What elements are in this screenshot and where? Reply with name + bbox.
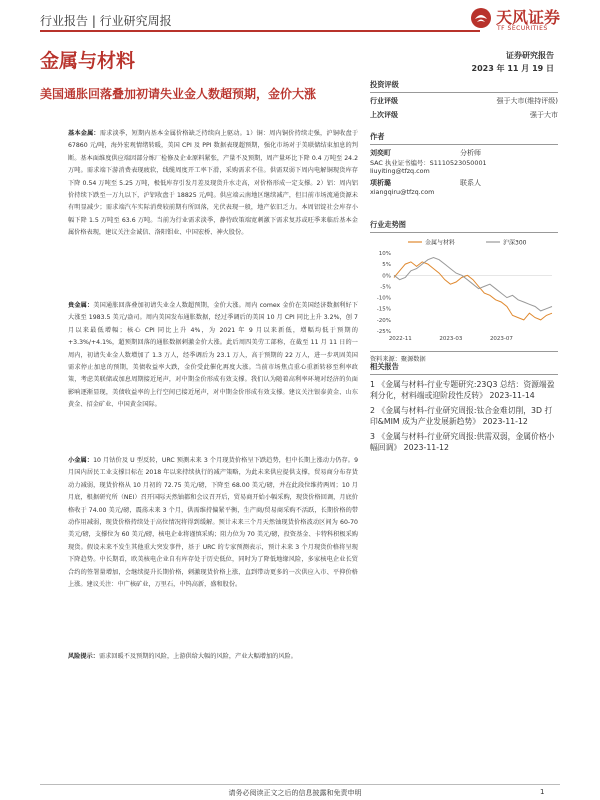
report-category: 行业报告 | 行业研究周报 [40,14,172,28]
rating-title: 投资评级 [370,80,399,89]
report-headline: 美国通胀回落叠加初请失业金人数超预期，金价大涨 [40,87,317,101]
page-number: 1 [540,788,545,796]
y-tick-label: -10% [376,295,391,302]
author2-name: 项析璐 [370,179,391,187]
logo-english: TF SECURITIES [497,25,548,32]
company-logo [470,5,580,35]
y-tick-label: 5% [382,262,391,269]
related-date: 2023-11-12 [403,443,449,452]
y-tick-label: -15% [376,306,391,313]
footer-disclaimer: 请务必阅读正文之后的信息披露和免责申明 [228,789,362,797]
prev-rating-label: 上次评级 [370,111,398,119]
y-tick-label: 0% [382,273,391,280]
paragraph-base-metals: 基本金属：需求淡季，短期内基本金属价格缺乏持续向上驱动。1）铜：周内铜价持续走强，沪铜收盘于 67860 元/吨，海外宏观情绪转暖，美国 CPI 及 PPI 数据表现超预期，强化市场对于美联储结束加息的判断。基本面维度供应端因部分炼厂检修及企业原料紧张，产量不及预期，周产量环比下降 0.4 万吨至 24.2 万吨。需求端下游消费表现疲软，线缆周度开工率下滑，采购需求不佳。供需双弱下周内电解铜现货库存下降 0.54 万吨至 5.25 万吨，极低库存引发月差及现货升水走高，对价格形成一定支撑。2）铝：周内铝价持续下跌至一万九以下，沪铝收盘于 18825 元/吨。供应端云南地区继续减产，但目前市场流通货源未有明显减少；需求端汽车实际消费较前期有所回落，光伏表现一般，地产依旧乏力。本周铝锭社会库存小幅下降 1.5 万吨至 63.6 万吨。当前为行业需求淡季，静待政策端宽刺激下需求复苏或旺季来临后基本金属价格表现，建议关注金诚信、洛阳钼业、中国宏桥、神火股份。 [68,130,359,237]
author2-email[interactable]: xiangqiru@tfzq.com [370,188,435,196]
related-section [370,362,558,453]
related-report-1[interactable] [370,379,558,401]
y-tick-label: 10% [378,251,391,257]
trend-chart [370,235,558,347]
legend-label: 沪深300 [503,239,527,247]
related-date: 2023-11-14 [489,391,535,400]
author-section [370,132,558,196]
author2-role: 联系人 [460,179,481,187]
author-title: 作者 [370,132,385,141]
related-num: 2 [370,406,375,415]
paragraph-label: 风险提示： [68,653,99,660]
report-type: 证券研究报告 [506,51,554,60]
related-title: 相关报告 [370,362,399,371]
related-report-2[interactable] [370,405,558,427]
author-divider [370,144,558,145]
y-tick-label: -20% [376,317,391,324]
author1-cert: SAC 执业证书编号：S1110523050001 [370,159,487,167]
chart-source: 资料来源：聚源数据 [370,356,426,363]
chart-divider [370,232,558,233]
related-text: 《金属与材料-行业专题研究:23Q3 总结：资源端盈利分化，材料端或迎阶段性反转》 [370,380,555,400]
rating-divider [370,92,558,93]
related-text: 《金属与材料-行业研究周报:钛合金难切削，3D 打印&MIM 成为产业发展新趋势》 [370,406,553,426]
legend-label: 金属与材料 [425,239,456,247]
series-line [394,262,552,320]
paragraph-label: 小金属： [68,457,94,464]
paragraph-label: 贵金属： [68,302,94,309]
related-report-3[interactable] [370,431,558,453]
footer-divider [40,784,560,785]
header-divider [40,30,480,32]
trend-chart-section [370,220,558,363]
paragraph-precious-metals: 贵金属：美国通胀回落叠加初请失业金人数超预期，金价大涨。周内 comex 金价在美国经济数据利好下大涨至 1983.5 美元/盎司。周内美国发布通胀数据，经过季调后的美国 10 月 CPI 同比上升 3.2%，创 7 月以来最低增幅；核心 CPI 同比上升 4%，为 2021 年 9 月以来新低，增幅均低于预期的 +3.3%/+4.1%，超预期回落的通胀数据刺激金价大涨。此后周四美劳工部称，在截至 11 月 11 日的一周内，初请失业金人数增加了 1.3 万人，经季调后为 23.1 万人，高于预期的 22 万人，进一步巩固美国需求停止加息的预期，美债收益率大跌，金价受此催化再度大涨。当前市场焦点重心重新转移至利率政策，考虑美联储或加息周期接近尾声，对中期金价形成有效支撑。我们认为随着高利率环境对经济的负面影响逐渐显现，美债收益率的上行空间已接近尾声，对中期金价形成有效支撑。建议关注银泰黄金、山东黄金、招金矿业、中国黄金国际。 [68,302,358,409]
prev-rating-value: 强于大市 [530,111,558,119]
y-tick-label: -25% [376,329,391,335]
chart-title: 行业走势图 [370,220,406,229]
y-tick-label: -5% [380,284,391,291]
related-num: 1 [370,380,375,389]
logo-name: 天风证券 [496,8,561,27]
x-tick-label: 2022-11 [388,336,412,342]
paragraph-minor-metals: 小金属：10 月钴价及 U 型反转，URC 预测未来 3 个月现货价格呈下跌趋势，但中长期上涨动力仍存。9 月国内居民工业支撑目标在 2018 年以来持续执行的减产策略，为此未来供应提供支撑，贸易商分布存货动力减弱，现货价格从 10 月初的 72.75 美元/磅，下降至 68.00 美元/磅，并在此段位维持两周；10 月月底，根据研究所（NEI）召开国际天然铀都和会议召开后，贸易商开始小幅采购，现货价格回调，月底价格收于 74.00 美元/磅，震荡未来 3 个月，供需维持偏紧平衡，生产商/贸易商采购不活跃，长期价格的带动作用减弱，现货价格持续处于高位情况将得到缓解。预计未来三个月天然铀现货价格波动区间为 60-70 美元/磅，支撑位为 60 美元/磅，核电企业将谨慎采购；阻力位为 70 美元/磅，投资基金、卡特科积极采购现货。假设未来不发生其他重大突发事件，基于 URC 的专家预测表示，预计未来 3 个月现货价格将呈现下降趋势。中长期看，欧美核电企业自有库存处于历史低位，同时为了降低地缘风险，多家核电企业长贸合约的签署量增加，会继续提升长期价格，刺激现货价格上涨，直到带动更多的一次供应入市、平抑价格上涨。建议关注：中广核矿业，万里石，中钨高新，盛和股份。 [68,457,359,589]
paragraph-risk: 风险提示：需求回暖不及预期的风险，上游供给大幅的风险，产业大幅增加的风险。 [68,653,297,660]
author1-email[interactable]: liuyiting@tfzq.com [370,167,430,175]
industry-rating-value: 强于大市(维持评级) [496,97,558,105]
sector-title: 金属与材料 [40,50,136,72]
author1-name: 刘奕町 [370,149,391,157]
paragraph-label: 基本金属： [68,130,100,137]
related-num: 3 [370,432,375,441]
related-date: 2023-11-12 [482,417,528,426]
related-text: 《金属与材料-行业研究周报:供需双弱，金属价格小幅回调》 [370,432,555,452]
chart-bottom-divider [370,351,558,352]
logo-mark-icon [470,7,492,29]
report-date: 2023 年 11 月 19 日 [471,64,554,73]
author1-role: 分析师 [460,149,481,157]
industry-rating-label: 行业评级 [370,97,398,105]
x-tick-label: 2023-07 [489,336,513,342]
rating-section [370,80,558,120]
related-divider [370,374,558,375]
x-tick-label: 2023-03 [439,336,463,342]
